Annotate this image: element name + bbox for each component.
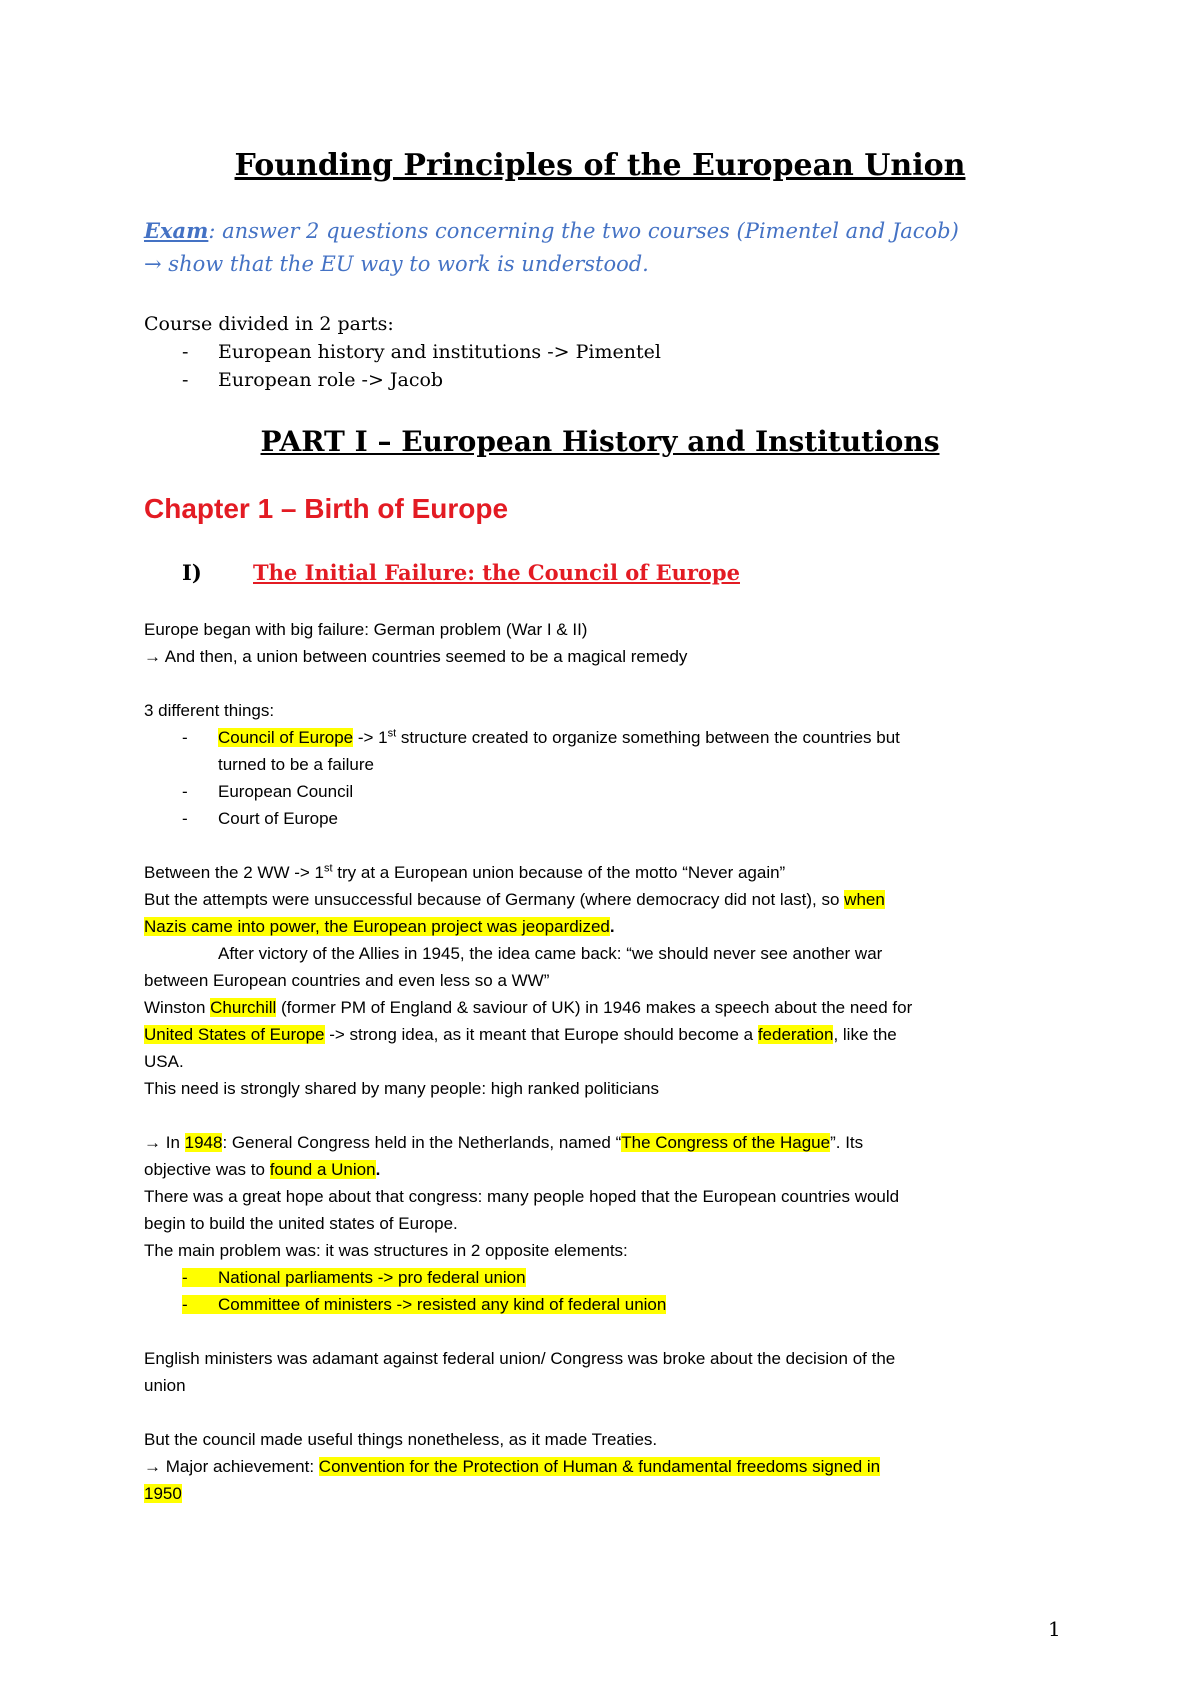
dash-bullet: - [182, 782, 188, 801]
arrow-icon: → [144, 647, 161, 666]
dash-bullet: - [182, 369, 189, 391]
paragraph-line [144, 1484, 182, 1504]
highlighted-text: Council of Europe [218, 728, 354, 747]
highlighted-text: 1950 [144, 1484, 182, 1503]
paragraph-line: Nazis came into power, the European project was jeopardized. [144, 917, 615, 936]
list-item [182, 1268, 526, 1288]
highlighted-text: federation [757, 1025, 834, 1044]
list-item: - Council of Europe -> 1st structure created to organize something between the countries but [182, 727, 900, 747]
paragraph-line: There was a great hope about that congress: many people hoped that the European countries would [144, 1187, 900, 1206]
arrow-icon: → [144, 252, 162, 276]
course-intro: Course divided in 2 parts: [144, 313, 394, 335]
paragraph-line: → Major achievement: Convention for the Protection of Human & fundamental freedoms signed in [144, 1457, 881, 1476]
highlighted-text: Churchill [210, 998, 277, 1017]
list-item: - Court of Europe [182, 809, 339, 828]
paragraph-line: This need is strongly shared by many people: high ranked politicians [144, 1079, 660, 1098]
exam-text: : answer 2 questions concerning the two courses (Pimentel and Jacob) [208, 219, 959, 243]
section-title: The Initial Failure: the Council of Europe [253, 560, 740, 585]
highlighted-text: The Congress of the Hague [621, 1133, 831, 1152]
paragraph-line: objective was to found a Union. [144, 1160, 381, 1179]
list-item-continuation: turned to be a failure [218, 755, 374, 774]
paragraph-line: The main problem was: it was structures in 2 opposite elements: [144, 1241, 628, 1260]
dash-bullet: - [182, 341, 189, 363]
paragraph-line: between European countries and even less so a WW” [144, 971, 550, 990]
paragraph-line: union [144, 1376, 186, 1395]
dash-bullet: - [182, 1268, 188, 1287]
paragraph-line: But the council made useful things nonetheless, as it made Treaties. [144, 1430, 658, 1449]
highlighted-text: found a Union [269, 1160, 376, 1179]
dash-bullet: - [182, 728, 188, 747]
paragraph-line: English ministers was adamant against federal union/ Congress was broke about the decision of the [144, 1349, 896, 1368]
list-item: - European Council [182, 782, 354, 801]
paragraph-line: Winston Churchill (former PM of England & saviour of UK) in 1946 makes a speech about the need for [144, 998, 913, 1017]
exam-label: Exam [144, 218, 209, 243]
paragraph-line: → And then, a union between countries seemed to be a magical remedy [144, 647, 688, 666]
highlighted-text: 1948 [184, 1133, 223, 1152]
section-number: I) [182, 560, 202, 585]
highlighted-text: Nazis came into power, the European project was jeopardized [144, 917, 610, 936]
paragraph-line: Between the 2 WW -> 1st try at a European union because of the motto “Never again” [144, 862, 786, 882]
part-heading: PART I – European History and Institutions [260, 425, 940, 458]
list-item [182, 1295, 666, 1315]
paragraph-line: 3 different things: [144, 701, 275, 720]
document-title: Founding Principles of the European Union [234, 148, 966, 183]
highlighted-text: Convention for the Protection of Human & fundamental freedoms signed in [318, 1457, 881, 1476]
course-item: - European role -> Jacob [182, 369, 444, 391]
paragraph-line: USA. [144, 1052, 184, 1071]
paragraph-line: begin to build the united states of Europe. [144, 1214, 458, 1233]
course-item: - European history and institutions -> Pimentel [182, 341, 661, 363]
paragraph-line: → In 1948: General Congress held in the Netherlands, named “The Congress of the Hague”. Its [144, 1133, 864, 1152]
exam-note [144, 218, 959, 243]
highlighted-text: United States of Europe [144, 1025, 325, 1044]
paragraph-line: But the attempts were unsuccessful because of Germany (where democracy did not last), so when [144, 890, 885, 909]
arrow-icon: → [144, 1457, 161, 1476]
paragraph-line: After victory of the Allies in 1945, the idea came back: “we should never see another war [218, 944, 883, 963]
exam-note-line2: → show that the EU way to work is understood. [144, 252, 649, 276]
paragraph-line: United States of Europe -> strong idea, as it meant that Europe should become a federation, like the [144, 1025, 897, 1044]
highlighted-text: - National parliaments -> pro federal union [182, 1268, 526, 1287]
page-number: 1 [1048, 1617, 1061, 1641]
paragraph-line: Europe began with big failure: German problem (War I & II) [144, 620, 588, 639]
dash-bullet: - [182, 1295, 188, 1314]
highlighted-text: when [844, 890, 885, 909]
chapter-heading: Chapter 1 – Birth of Europe [144, 493, 509, 524]
dash-bullet: - [182, 809, 188, 828]
arrow-icon: → [144, 1133, 161, 1152]
highlighted-text: - Committee of ministers -> resisted any kind of federal union [182, 1295, 667, 1314]
